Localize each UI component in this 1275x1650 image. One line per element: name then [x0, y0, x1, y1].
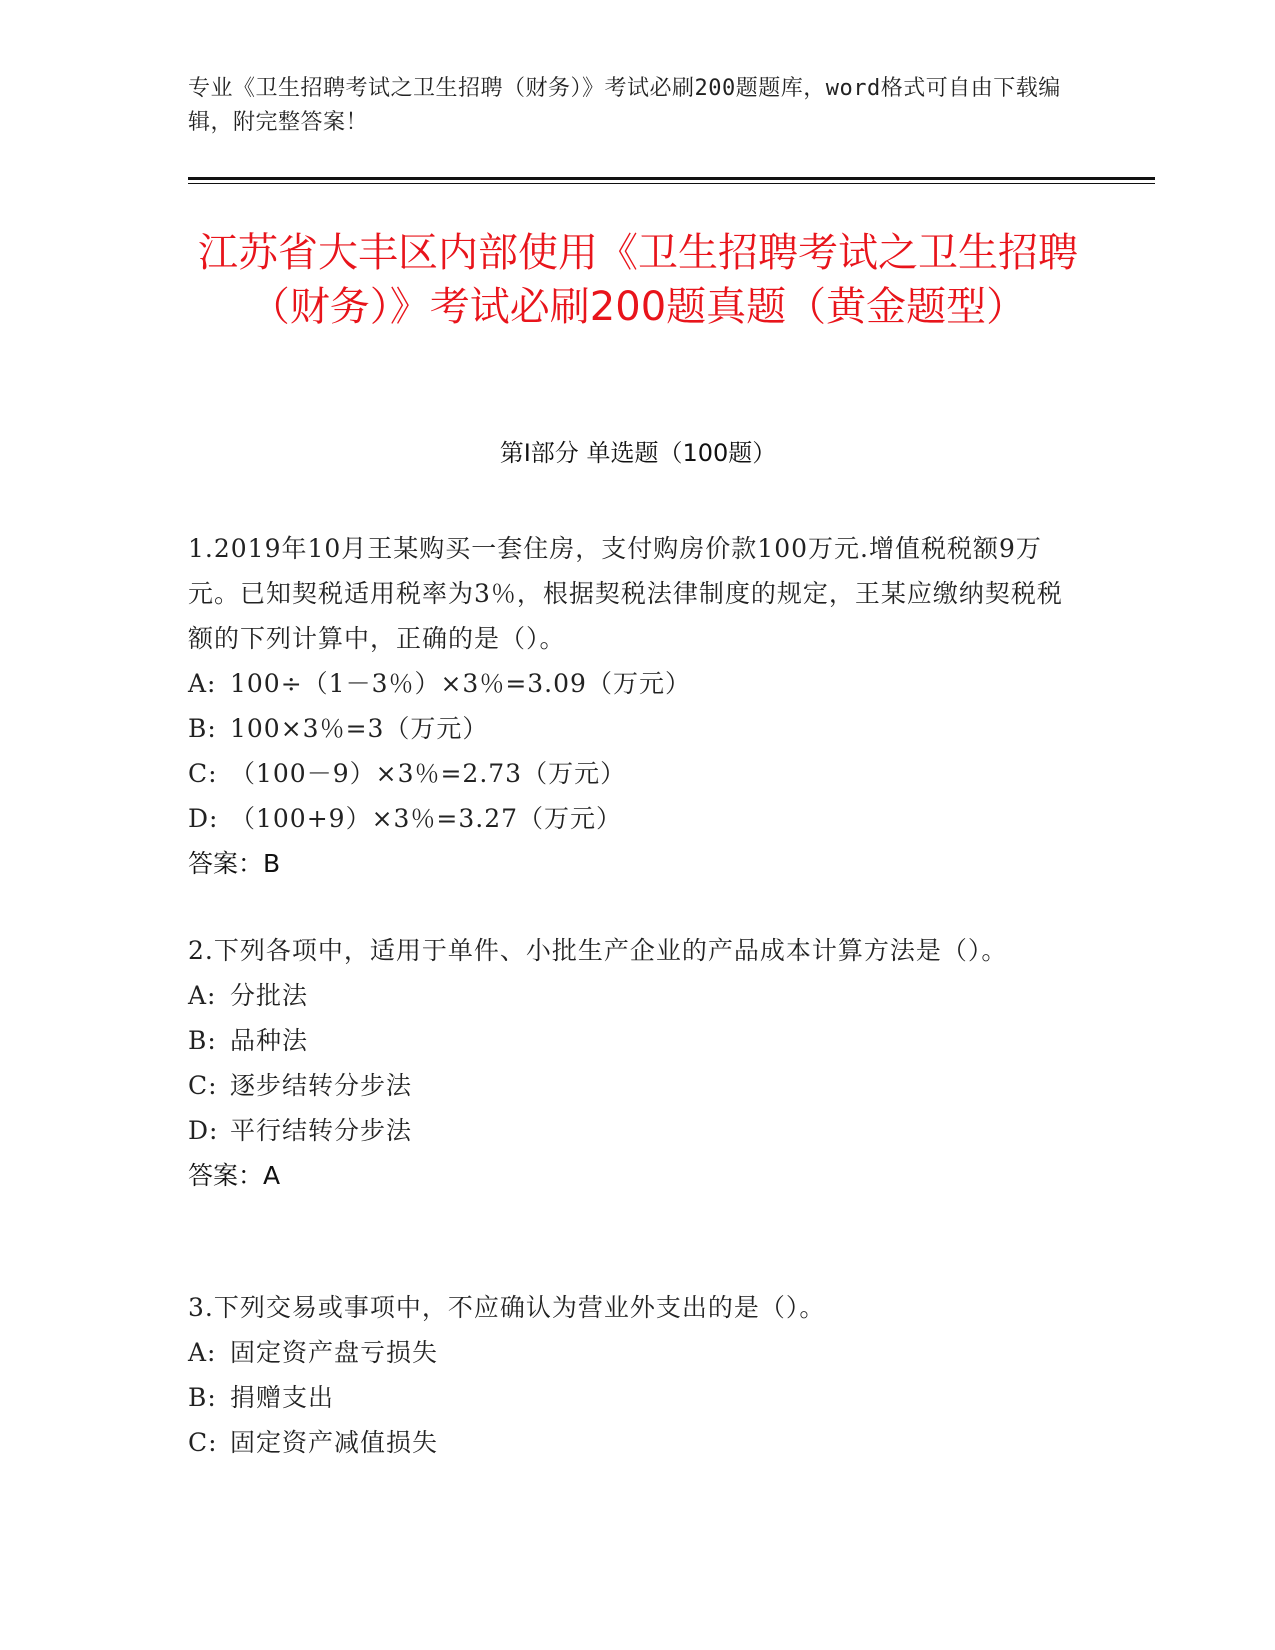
- option-letter: B:: [188, 1026, 217, 1055]
- question-stem: 2.下列各项中，适用于单件、小批生产企业的产品成本计算方法是（）。: [188, 936, 1008, 965]
- option-a: [188, 973, 1088, 1018]
- question-2: [188, 928, 1088, 1198]
- header-rule-thin: [188, 183, 1155, 184]
- option-letter: A:: [188, 981, 217, 1010]
- option-a: [188, 661, 1088, 706]
- option-letter: C:: [188, 1071, 218, 1100]
- option-letter: A:: [188, 1338, 217, 1367]
- question-stem: 1.2019年10月王某购买一套住房，支付购房价款100万元.增值税税额9万元。已知契税适用税率为3％，根据契税法律制度的规定，王某应缴纳契税税额的下列计算中，正确的是（）。: [188, 534, 1063, 653]
- answer-label: 答案：: [188, 1161, 264, 1190]
- header-note: 专业《卫生招聘考试之卫生招聘（财务）》考试必刷200题题库，word格式可自由下载编辑，附完整答案！: [188, 76, 1061, 135]
- option-text: 固定资产减值损失: [230, 1428, 439, 1457]
- option-a: [188, 1330, 1088, 1375]
- question-1: [188, 526, 1088, 886]
- option-letter: D:: [188, 804, 219, 833]
- option-text: 捐赠支出: [230, 1383, 335, 1412]
- header-rule-thick: [188, 177, 1155, 180]
- option-text: 分批法: [230, 981, 309, 1010]
- option-text: 固定资产盘亏损失: [230, 1338, 439, 1367]
- option-c: [188, 1063, 1088, 1108]
- option-letter: C:: [188, 759, 218, 788]
- option-letter: B:: [188, 714, 217, 743]
- document-title: 江苏省大丰区内部使用《卫生招聘考试之卫生招聘（财务）》考试必刷200题真题（黄金题型）: [198, 230, 1078, 330]
- option-c: [188, 751, 1088, 796]
- option-b: [188, 706, 1088, 751]
- option-text: 逐步结转分步法: [230, 1071, 413, 1100]
- option-text: 品种法: [230, 1026, 309, 1055]
- option-letter: D:: [188, 1116, 219, 1145]
- option-text: 平行结转分步法: [230, 1116, 413, 1145]
- option-b: [188, 1375, 1088, 1420]
- option-letter: A:: [188, 669, 217, 698]
- answer-label: 答案：: [188, 849, 264, 878]
- answer-value: A: [263, 1161, 281, 1190]
- option-d: [188, 796, 1088, 841]
- option-letter: C:: [188, 1428, 218, 1457]
- answer-value: B: [263, 849, 281, 878]
- question-3: [188, 1285, 1088, 1465]
- option-text: （100+9）×3％=3.27（万元）: [230, 804, 623, 833]
- answer-line: [188, 1153, 1088, 1198]
- option-text: 100×3％=3（万元）: [230, 714, 489, 743]
- option-c: [188, 1420, 1088, 1465]
- question-stem: 3.下列交易或事项中，不应确认为营业外支出的是（）。: [188, 1293, 826, 1322]
- option-text: 100÷（1－3％）×3％=3.09（万元）: [230, 669, 691, 698]
- option-text: （100－9）×3％=2.73（万元）: [230, 759, 627, 788]
- option-b: [188, 1018, 1088, 1063]
- option-d: [188, 1108, 1088, 1153]
- section-title: 第Ⅰ部分 单选题（100题）: [499, 439, 777, 467]
- option-letter: B:: [188, 1383, 217, 1412]
- answer-line: [188, 841, 1088, 886]
